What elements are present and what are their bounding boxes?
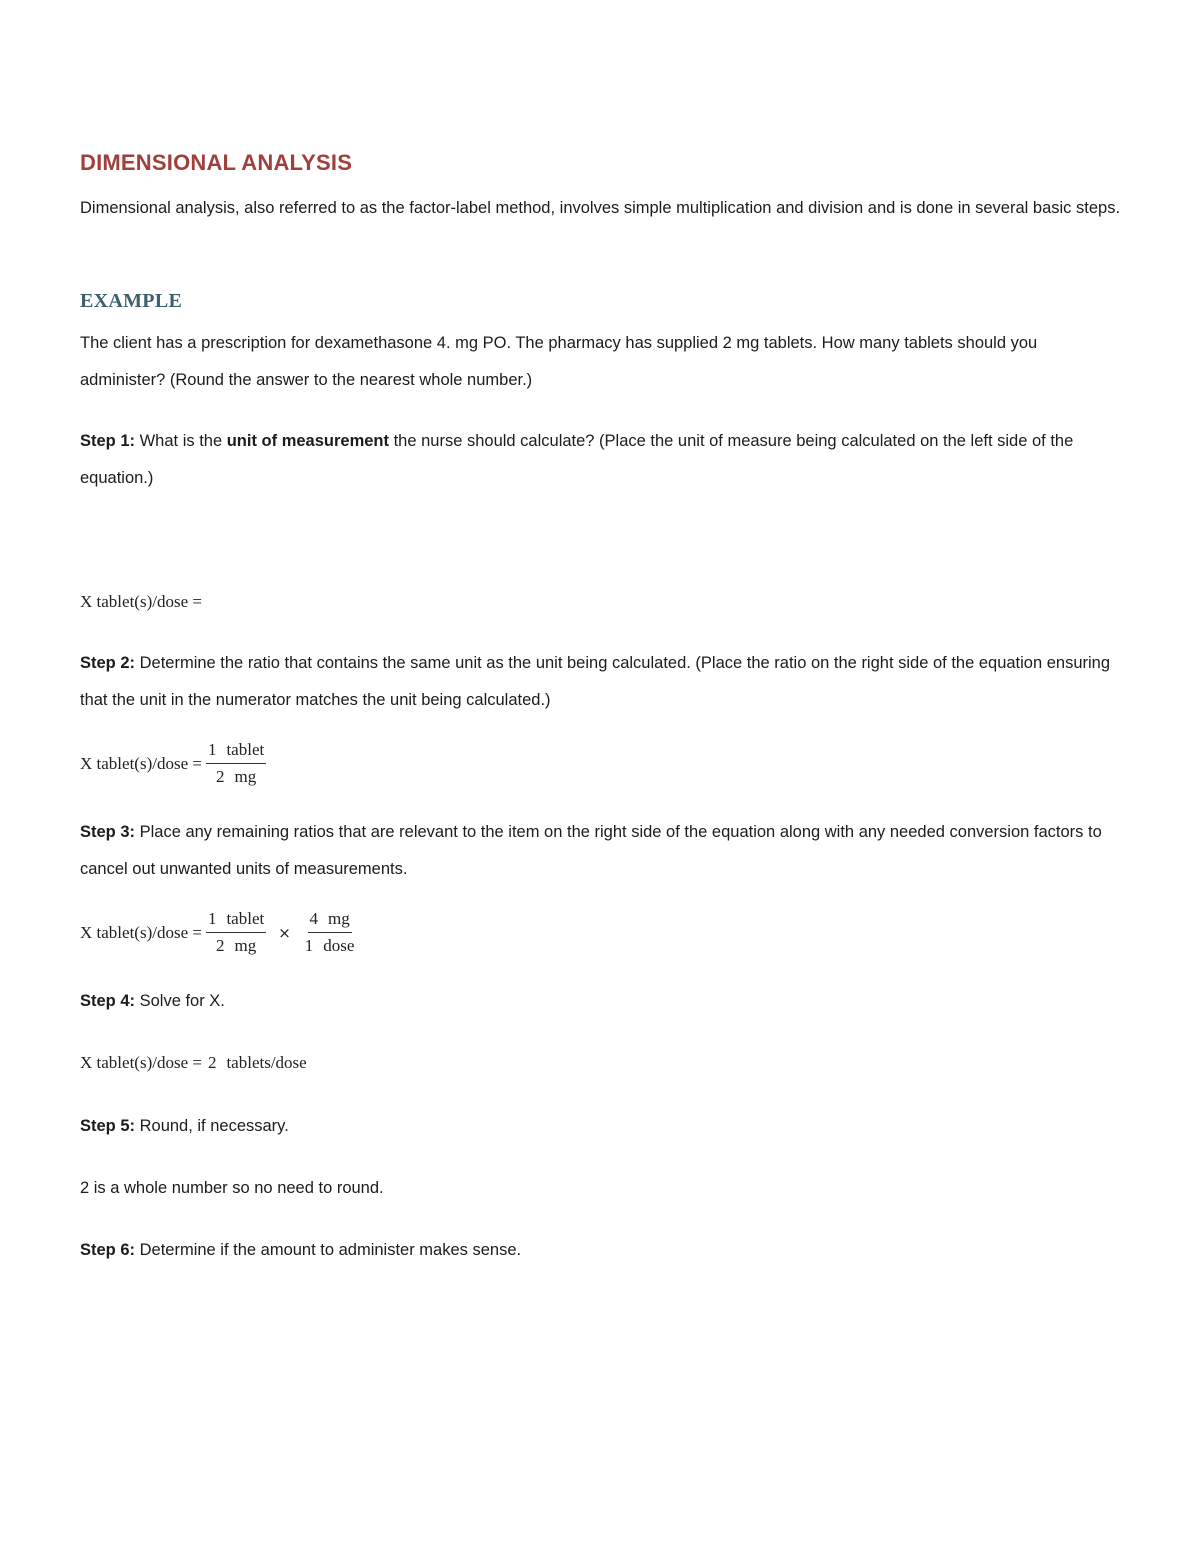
ratio-tablet-per-mg: [206, 909, 266, 956]
step-1-paragraph: [80, 423, 1125, 496]
fraction-numerator: 1 tablet: [206, 909, 266, 933]
step-6-text: Determine if the amount to administer makes sense.: [135, 1241, 522, 1259]
step-3-text: Place any remaining ratios that are relevant to the item on the right side of the equation along with any needed conversion factors to cancel out unwanted units of measurements.: [80, 823, 1102, 878]
result-unit: tablets/dose: [226, 1053, 307, 1072]
page-title: DIMENSIONAL ANALYSIS: [80, 150, 353, 175]
step-2-text: Determine the ratio that contains the same unit as the unit being calculated. (Place the ratio on the right side of the equation ensuring that the unit in the numerator matches the unit being calculated.): [80, 654, 1111, 709]
multiply-sign: ×: [278, 923, 291, 942]
round-note: 2 is a whole number so no need to round.: [80, 1179, 384, 1197]
equation-step-4: [80, 1053, 307, 1073]
step-2-paragraph: [80, 645, 1125, 718]
step-4-label: Step 4:: [80, 992, 136, 1010]
example-heading: EXAMPLE: [80, 290, 183, 312]
fraction-numerator: 1 tablet: [206, 740, 266, 764]
step-1-text-pre: What is the: [135, 432, 227, 450]
step-1-text-post: the nurse should calculate? (Place the unit of measure being calculated on the left side of the equation.): [80, 432, 1074, 487]
equation-step-3: [80, 909, 360, 956]
step-5-text: Round, if necessary.: [135, 1117, 289, 1135]
step-1-label: Step 1:: [80, 432, 136, 450]
equation-lhs: X tablet(s)/dose =: [80, 592, 202, 611]
step-4-text: Solve for X.: [135, 992, 225, 1010]
step-5-label: Step 5:: [80, 1117, 136, 1135]
step-3-paragraph: [80, 814, 1125, 887]
equation-step-1: [80, 592, 202, 612]
fraction-denominator: 1 dose: [304, 936, 355, 955]
step-6-label: Step 6:: [80, 1241, 136, 1259]
example-paragraph: The client has a prescription for dexamethasone 4. mg PO. The pharmacy has supplied 2 mg tablets. How many tablets should you administer? (Round the answer to the nearest whole number.): [80, 334, 1038, 389]
intro-paragraph: Dimensional analysis, also referred to as the factor-label method, involves simple multiplication and division and is done in several basic steps.: [80, 199, 1121, 217]
step-2-label: Step 2:: [80, 654, 136, 672]
fraction-denominator: 2 mg: [215, 936, 257, 955]
equation-lhs: X tablet(s)/dose =: [80, 922, 202, 942]
equation-step-2: [80, 740, 270, 787]
step-1-bold-term: unit of measurement: [226, 432, 389, 450]
step-6-paragraph: [80, 1232, 1125, 1269]
ratio-tablet-per-mg: [206, 740, 266, 787]
ratio-mg-per-dose: [303, 909, 357, 956]
step-4-paragraph: [80, 983, 1125, 1020]
fraction-numerator: 4 mg: [308, 909, 352, 933]
step-3-label: Step 3:: [80, 823, 136, 841]
equation-lhs: X tablet(s)/dose =: [80, 1053, 202, 1072]
step-5-paragraph: [80, 1108, 1125, 1145]
equation-lhs: X tablet(s)/dose =: [80, 753, 202, 773]
fraction-denominator: 2 mg: [215, 767, 257, 786]
result-value: 2: [207, 1053, 217, 1072]
